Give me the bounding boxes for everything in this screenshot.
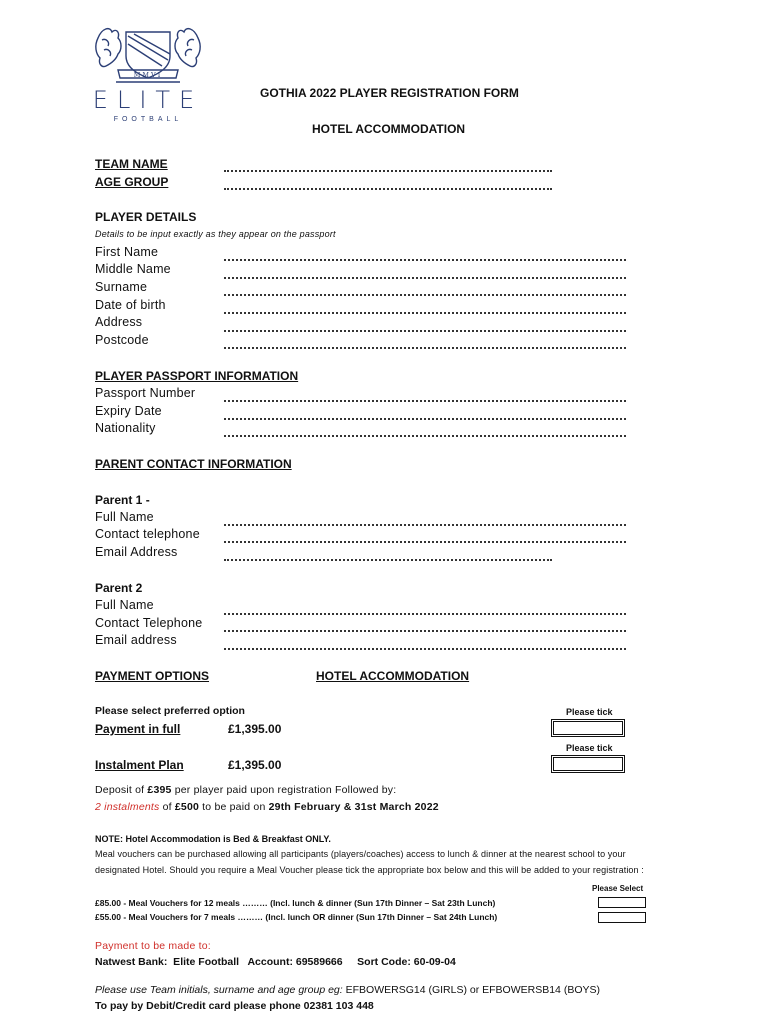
parent1-full-name-field[interactable] [224, 524, 626, 526]
meals-line-1: Meal vouchers can be purchased allowing all participants (players/coaches) access to lunch & dinner at the nearest school to your [95, 849, 626, 859]
expiry-date-label: Expiry Date [95, 404, 162, 418]
surname-label: Surname [95, 280, 148, 294]
parent1-full-name-label: Full Name [95, 510, 154, 524]
logo-brand: ELITE [92, 86, 204, 114]
passport-heading: PLAYER PASSPORT INFORMATION [95, 369, 299, 383]
parent2-email-label: Email address [95, 633, 177, 647]
expiry-date-field[interactable] [224, 418, 626, 420]
player-details-note: Details to be input exactly as they appear on the passport [95, 229, 336, 239]
card-payment-phone: To pay by Debit/Credit card please phone 02381 103 448 [95, 1000, 374, 1012]
parent1-email-label: Email Address [95, 545, 178, 559]
parent2-telephone-label: Contact Telephone [95, 616, 203, 630]
address-field[interactable] [224, 330, 626, 332]
parent2-telephone-field[interactable] [224, 630, 626, 632]
payment-options-heading: PAYMENT OPTIONS [95, 669, 210, 683]
crest-icon [88, 20, 208, 92]
team-name-label: TEAM NAME [95, 157, 168, 171]
reference-example: EFBOWERSG14 (GIRLS) or EFBOWERSB14 (BOYS) [342, 984, 600, 996]
elite-football-logo [88, 20, 208, 130]
parent2-heading: Parent 2 [95, 581, 143, 595]
parent2-email-field[interactable] [224, 648, 626, 650]
middle-name-field[interactable] [224, 277, 626, 279]
instalments-count: 2 instalments [95, 801, 160, 813]
crest-numerals: MMVI [133, 71, 163, 79]
passport-number-label: Passport Number [95, 386, 196, 400]
page-subtitle: HOTEL ACCOMMODATION [312, 122, 466, 136]
deposit-amount: £395 [147, 784, 172, 796]
passport-number-field[interactable] [224, 400, 626, 402]
deposit-suffix: per player paid upon registration Followed by: [171, 784, 397, 796]
parent1-telephone-field[interactable] [224, 541, 626, 543]
page-title: GOTHIA 2022 PLAYER REGISTRATION FORM [260, 86, 519, 100]
player-details-heading: PLAYER DETAILS [95, 210, 197, 224]
meal-option-7: £55.00 - Meal Vouchers for 7 meals ……… (Incl. lunch OR dinner (Sun 17th Dinner – Sat 24th Lunch) [95, 912, 498, 922]
bank-details: Natwest Bank: Elite Football Account: 69589666 Sort Code: 60-09-04 [95, 956, 456, 968]
middle-name-label: Middle Name [95, 262, 171, 276]
instalments-tail: to be paid on [199, 801, 269, 813]
nationality-field[interactable] [224, 435, 626, 437]
instalment-amount: £500 [174, 801, 200, 813]
payment-full-checkbox[interactable] [551, 719, 625, 737]
age-group-label: AGE GROUP [95, 175, 169, 189]
reference-note-text: Please use Team initials, surname and age group eg: [95, 984, 343, 996]
logo-sub: FOOTBALL [113, 116, 183, 123]
instalments-mid: of [159, 801, 175, 813]
deposit-prefix: Deposit of [95, 784, 148, 796]
payment-to-label: Payment to be made to: [95, 940, 211, 952]
dob-field[interactable] [224, 312, 626, 314]
meal-option-7-checkbox[interactable] [598, 912, 646, 923]
deposit-text [95, 784, 396, 796]
meal-option-12: £85.00 - Meal Vouchers for 12 meals ……… (Incl. lunch & dinner (Sun 17th Dinner – Sat 23th Lunch) [95, 898, 496, 908]
dob-label: Date of birth [95, 298, 166, 312]
meals-line-2: designated Hotel. Should you require a Meal Voucher please tick the appropriate box below and this will be added to your registration : [95, 865, 644, 875]
payment-full-price: £1,395.00 [228, 722, 282, 736]
parent1-heading: Parent 1 - [95, 493, 150, 507]
reference-note [95, 984, 600, 996]
select-prompt: Please select preferred option [95, 705, 245, 717]
instalment-plan-label: Instalment Plan [95, 758, 184, 772]
hotel-accommodation-heading: HOTEL ACCOMMODATION [316, 669, 470, 683]
meals-note: NOTE: Hotel Accommodation is Bed & Breakfast ONLY. [95, 834, 331, 844]
meal-option-12-checkbox[interactable] [598, 897, 646, 908]
team-name-field[interactable] [224, 170, 552, 172]
parent2-full-name-field[interactable] [224, 613, 626, 615]
instalment-plan-price: £1,395.00 [228, 758, 282, 772]
instalment-dates: 29th February & 31st March 2022 [268, 801, 439, 813]
postcode-field[interactable] [224, 347, 626, 349]
parent1-email-field[interactable] [224, 559, 552, 561]
instalment-plan-checkbox[interactable] [551, 755, 625, 773]
age-group-field[interactable] [224, 188, 552, 190]
please-select-label: Please Select [592, 884, 644, 893]
nationality-label: Nationality [95, 421, 156, 435]
postcode-label: Postcode [95, 333, 149, 347]
parent-contact-heading: PARENT CONTACT INFORMATION [95, 457, 292, 471]
payment-full-label: Payment in full [95, 722, 181, 736]
please-tick-label-2: Please tick [566, 743, 613, 753]
parent2-full-name-label: Full Name [95, 598, 154, 612]
instalments-text [95, 801, 439, 813]
first-name-field[interactable] [224, 259, 626, 261]
first-name-label: First Name [95, 245, 159, 259]
address-label: Address [95, 315, 143, 329]
surname-field[interactable] [224, 294, 626, 296]
please-tick-label-1: Please tick [566, 707, 613, 717]
parent1-telephone-label: Contact telephone [95, 527, 200, 541]
